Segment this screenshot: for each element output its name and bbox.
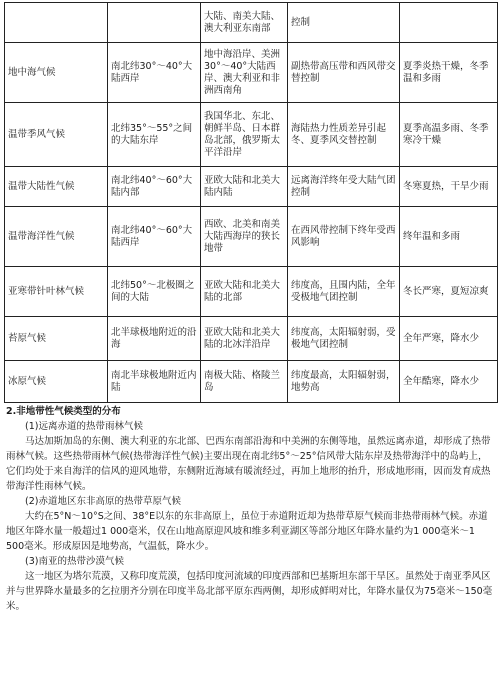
cell-distribution: 南北纬40°～60°大陆内部 [108,167,201,207]
section-text [6,404,494,614]
table-row [5,3,498,43]
cell-name: 苔原气候 [5,317,108,361]
cell-feature: 全年酷寒，降水少 [400,361,498,403]
subheading-2: (2)赤道地区东非高原的热带草原气候 [25,496,181,507]
cell-region: 亚欧大陆和北美大陆的北冰洋沿岸 [201,317,288,361]
cell-name: 温带季风气候 [5,103,108,167]
cell-distribution: 南北纬30°～40°大陆西岸 [108,43,201,103]
cell-distribution: 北半球极地附近的沿海 [108,317,201,361]
cell-cause: 远离海洋终年受大陆气团控制 [288,167,400,207]
cell-name: 冰原气候 [5,361,108,403]
table-row [5,43,498,103]
cell-distribution: 南北纬40°～60°大陆西岸 [108,207,201,267]
table-row [5,361,498,403]
cell-name [5,3,108,43]
cell-distribution: 北纬35°～55°之间的大陆东岸 [108,103,201,167]
cell-region: 地中海沿岸、美洲30°～40°大陆西岸、澳大利亚和非洲西南角 [201,43,288,103]
cell-feature [400,3,498,43]
cell-region: 亚欧大陆和北美大陆内陆 [201,167,288,207]
cell-distribution [108,3,201,43]
cell-cause: 纬度高，太阳辐射弱，受极地气团控制 [288,317,400,361]
cell-cause: 副热带高压带和西风带交替控制 [288,43,400,103]
cell-name: 亚寒带针叶林气候 [5,267,108,317]
cell-feature: 终年温和多雨 [400,207,498,267]
cell-region: 亚欧大陆和北美大陆的北部 [201,267,288,317]
paragraph-1: 马达加斯加岛的东侧、澳大利亚的东北部、巴西东南部沿海和中美洲的东侧等地，虽然远离赤道，却形成了热带雨林气候。这些热带雨林气候(热带海洋性气候)主要出现在南北纬5°～25°信风带大陆东岸及热带海洋中的岛屿上，它们均处于来自海洋的信风的迎风地带，东侧附近海域有暖流经过，再加上地形的抬升，形成地形雨，因而发育成热带海洋性雨林气候。 [6,436,491,492]
section-heading: 2.非地带性气候类型的分布 [6,406,121,417]
cell-region: 大陆、南美大陆、澳大利亚东南部 [201,3,288,43]
cell-feature: 冬寒夏热，干旱少雨 [400,167,498,207]
cell-region: 南极大陆、格陵兰岛 [201,361,288,403]
table-row [5,267,498,317]
table-row [5,317,498,361]
cell-name: 地中海气候 [5,43,108,103]
cell-distribution: 北纬50°～北极圈之间的大陆 [108,267,201,317]
cell-cause: 控制 [288,3,400,43]
cell-region: 我国华北、东北、朝鲜半岛、日本群岛北部，俄罗斯太平洋沿岸 [201,103,288,167]
paragraph-3: 这一地区为塔尔荒漠，又称印度荒漠，包括印度河流域的印度西部和巴基斯坦东部干旱区。虽然处于南亚季风区并与世界降水量最多的乞拉朋齐分别在印度半岛北部平原东西两侧，却形成鲜明对比，年降水量仅为75毫米～150毫米。 [6,571,493,612]
cell-cause: 在西风带控制下终年受西风影响 [288,207,400,267]
cell-feature: 夏季炎热干燥，冬季温和多雨 [400,43,498,103]
table-row [5,207,498,267]
table-row [5,103,498,167]
subheading-1: (1)远离赤道的热带雨林气候 [25,421,143,432]
cell-cause: 纬度最高，太阳辐射弱，地势高 [288,361,400,403]
climate-table [4,2,498,403]
cell-cause: 海陆热力性质差异引起冬、夏季风交替控制 [288,103,400,167]
table-row [5,167,498,207]
subheading-3: (3)南亚的热带沙漠气候 [25,556,124,567]
cell-name: 温带海洋性气候 [5,207,108,267]
cell-region: 西欧、北美和南美大陆西海岸的狭长地带 [201,207,288,267]
cell-feature: 冬长严寒，夏短凉爽 [400,267,498,317]
cell-cause: 纬度高，且围内陆，全年受极地气团控制 [288,267,400,317]
cell-feature: 全年严寒，降水少 [400,317,498,361]
paragraph-2: 大约在5°N～10°S之间、38°E以东的东非高原上，虽位于赤道附近却为热带草原气候而非热带雨林气候。赤道地区年降水量一般超过1 000毫米，仅在山地高原迎风坡和维多利亚湖区等部分地区年降水量约为1 000毫米～1 500毫米。形成原因是地势高，气温低，降水少。 [6,511,488,552]
cell-name: 温带大陆性气候 [5,167,108,207]
cell-feature: 夏季高温多雨、冬季寒冷干燥 [400,103,498,167]
cell-distribution: 南北半球极地附近内陆 [108,361,201,403]
